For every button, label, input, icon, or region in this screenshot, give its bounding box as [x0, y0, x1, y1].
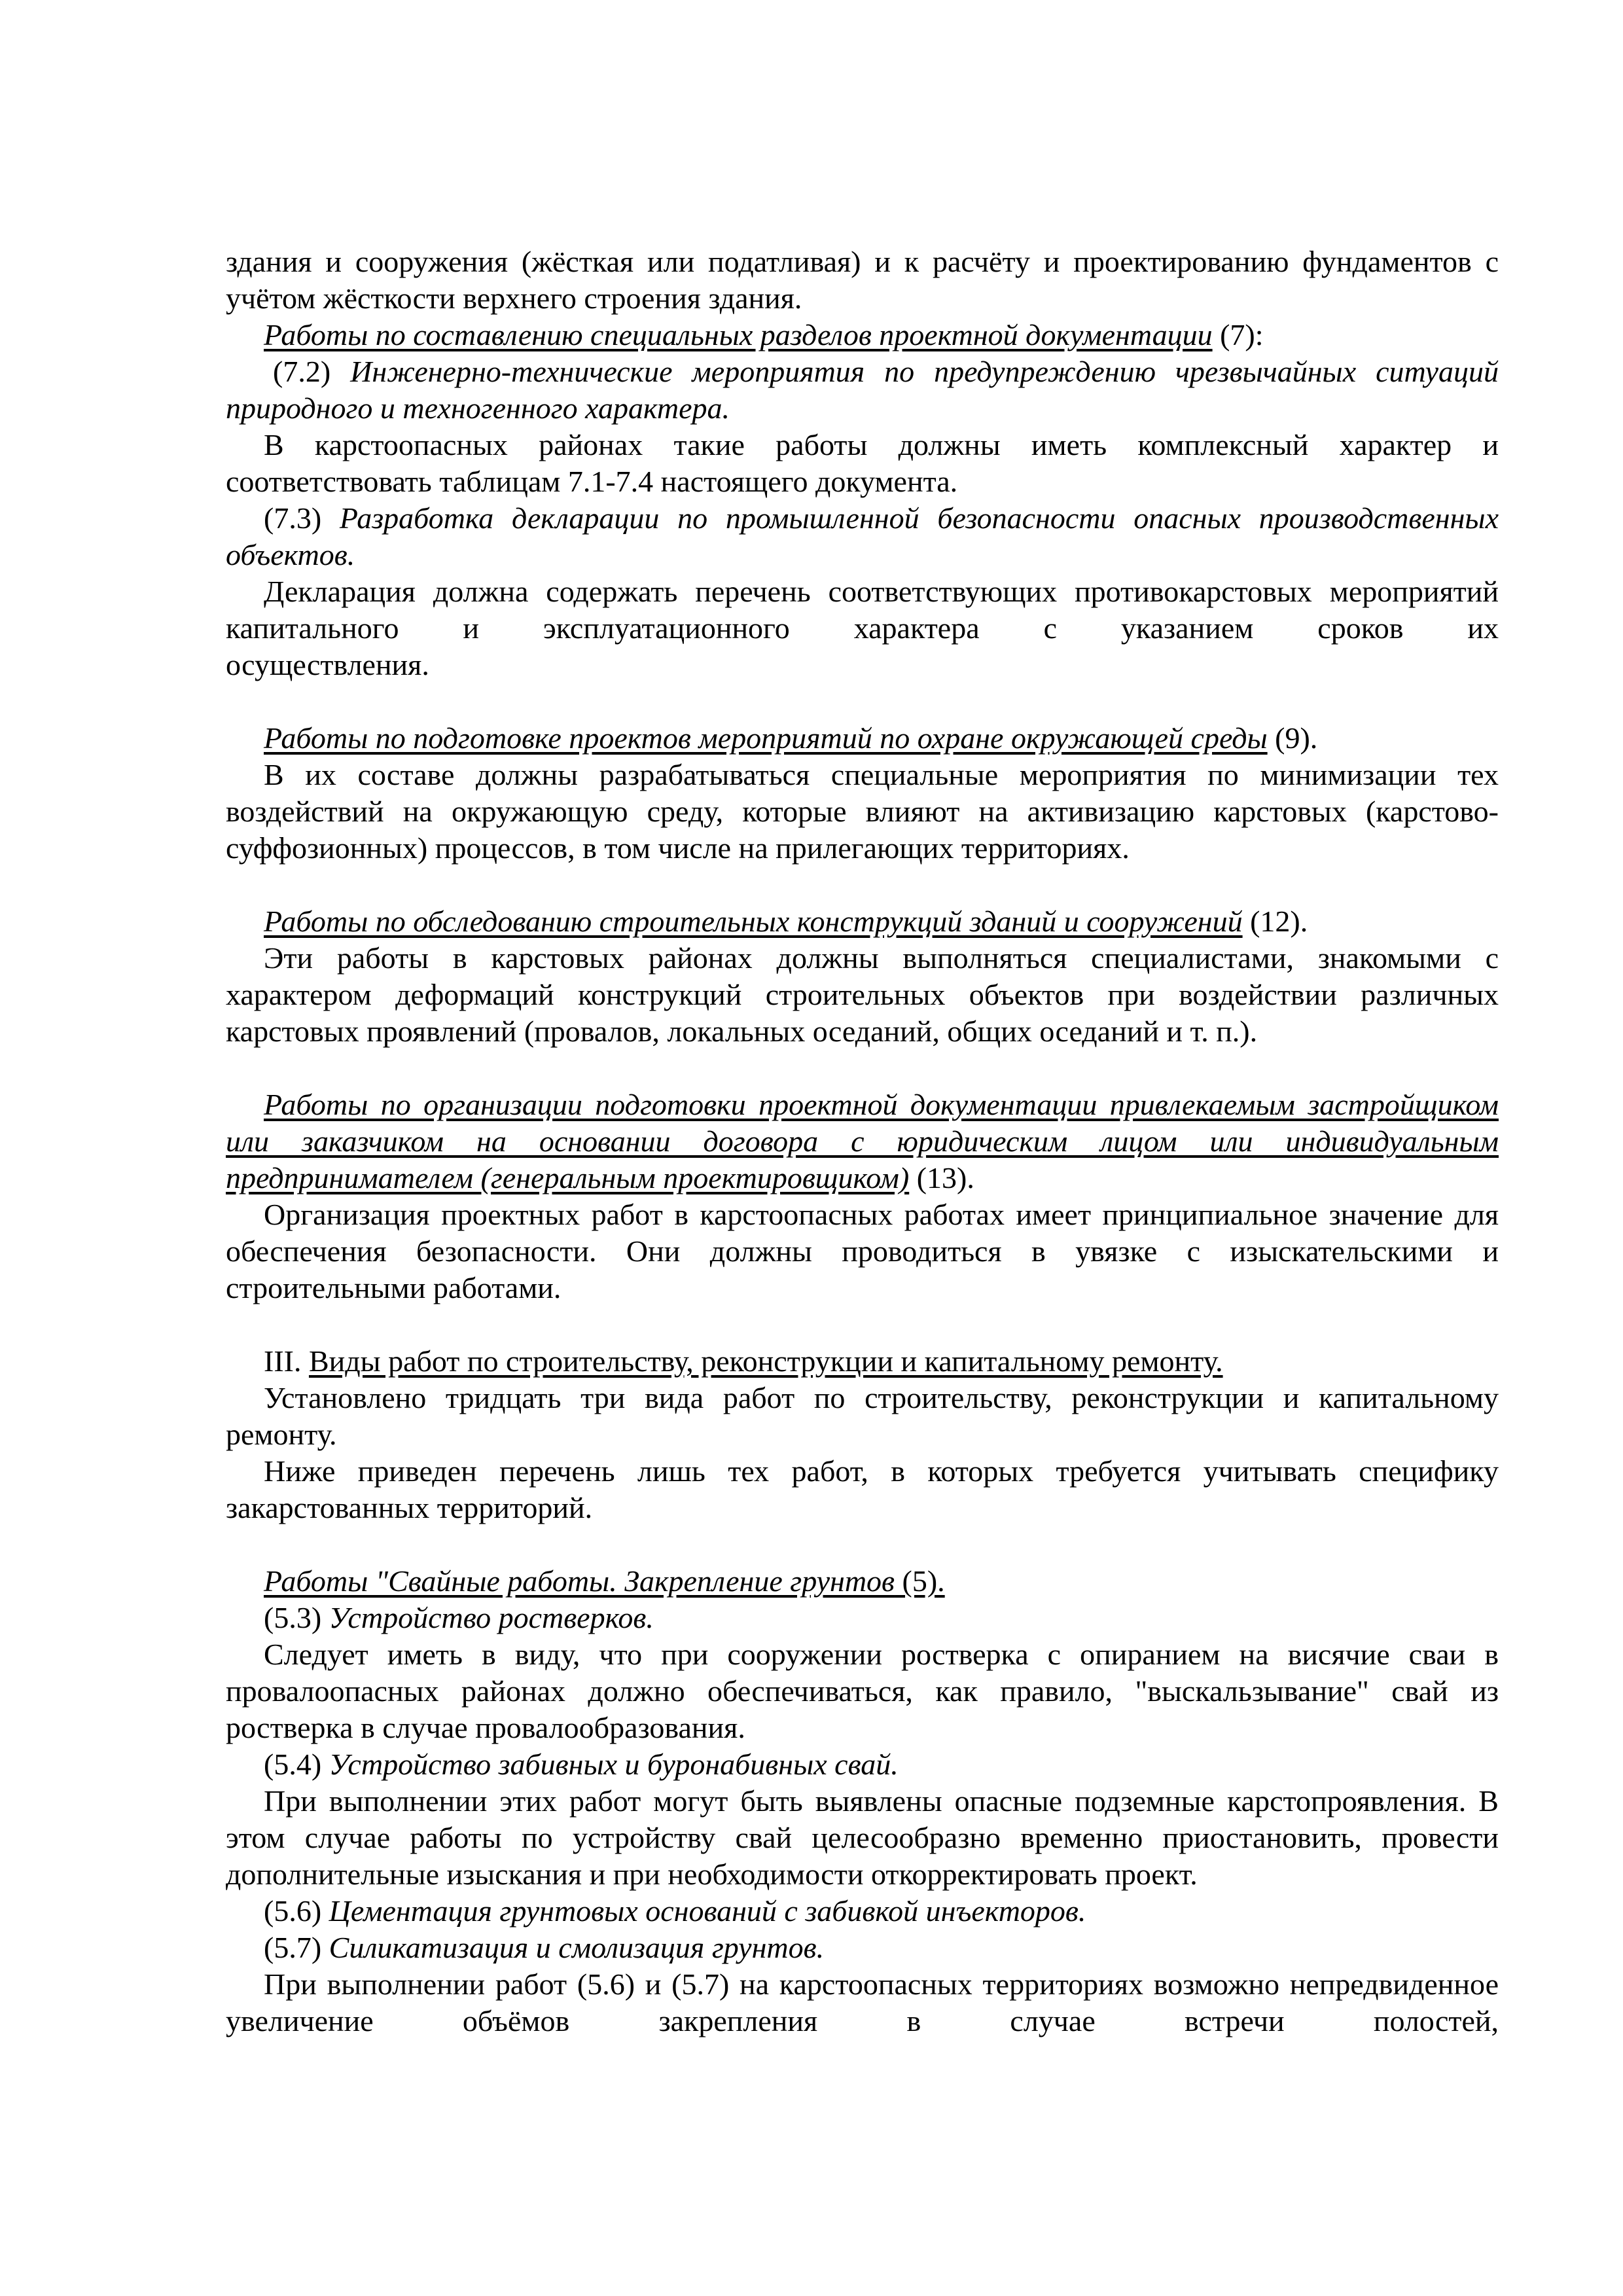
item-7-2-number: (7.2): [273, 355, 351, 388]
section-9-text: В их составе должны разрабатываться специальные мероприятия по минимизации тех воздействий на окружающую среду, которые влияют на активизацию карстовых (карстово-суффозионных) процессов, в том числе на прилегающих территориях.: [226, 758, 1499, 865]
item-7-2-text: В карстоопасных районах такие работы должны иметь комплексный характер и соответствовать таблицам 7.1-7.4 настоящего документа.: [226, 428, 1499, 498]
item-5-7-title: Силикатизация и смолизация грунтов.: [329, 1931, 825, 1964]
section-7-heading: [226, 317, 1499, 353]
section-5-heading: [226, 1563, 1499, 1600]
item-5-7-text: При выполнении работ (5.6) и (5.7) на карстоопасных территориях возможно непредвиденное увеличение объёмов закрепления в случае встречи полостей,: [226, 1967, 1499, 2037]
section-5-title-group: [264, 1564, 945, 1598]
document-page: [226, 243, 1499, 2039]
item-7-3-number: (7.3): [264, 501, 340, 535]
item-7-3-text-end: осуществления.: [226, 648, 429, 681]
paragraph-intro: здания и сооружения (жёсткая или податливая) и к расчёту и проектированию фундаментов с учётом жёсткости верхнего строения здания.: [226, 245, 1499, 315]
section-13-number: (13).: [909, 1161, 974, 1194]
section-12-number: (12).: [1242, 905, 1308, 938]
item-5-7-number: (5.7): [264, 1931, 329, 1964]
item-5-4-title: Устройство забивных и буронабивных свай.: [329, 1748, 899, 1781]
section-9-number: (9).: [1267, 721, 1318, 755]
section-7-title: Работы по составлению специальных разделов проектной документации: [264, 318, 1213, 351]
section-9-title: Работы по подготовке проектов мероприятий по охране окружающей среды: [264, 721, 1268, 755]
item-5-3-heading: [226, 1600, 1499, 1636]
section-12-heading: [226, 903, 1499, 940]
section-III-title: Виды работ по строительству, реконструкции и капитальному ремонту.: [308, 1344, 1223, 1378]
item-5-6-number: (5.6): [264, 1894, 329, 1928]
section-12-text: Эти работы в карстовых районах должны выполняться специалистами, знакомыми с характером деформаций конструкций строительных объектов при воздействии различных карстовых проявлений (провалов, локальных оседаний, общих оседаний и т. п.).: [226, 941, 1499, 1048]
section-III-text-2: Ниже приведен перечень лишь тех работ, в которых требуется учитывать специфику закарстованных территорий.: [226, 1454, 1499, 1524]
item-5-3-text: Следует иметь в виду, что при сооружении ростверка с опиранием на висячие сваи в провалоопасных районах должно обеспечиваться, как правило, "выскальзывание" свай из ростверка в случае провалообразования.: [226, 1638, 1499, 1744]
section-13-title: Работы по организации подготовки проектной документации привлекаемым застройщиком или заказчиком на основании договора с юридическим лицом или индивидуальным предпринимателем (генеральным проектировщиком): [226, 1088, 1499, 1194]
item-7-2-heading: [226, 353, 1499, 427]
item-7-3-title: Разработка декларации по промышленной безопасности опасных производственных объектов.: [226, 501, 1499, 571]
section-9-heading: [226, 720, 1499, 757]
item-5-4-text: При выполнении этих работ могут быть выявлены опасные подземные карстопроявления. В этом случае работы по устройству свай целесообразно временно приостановить, провести дополнительные изыскания и при необходимости откорректировать проект.: [226, 1784, 1499, 1891]
section-12-title: Работы по обследованию строительных конструкций зданий и сооружений: [264, 905, 1243, 938]
item-7-3-text: Декларация должна содержать перечень соответствующих противокарстовых мероприятий капитального и эксплуатационного характера с указанием сроков их: [226, 575, 1499, 645]
section-5-number: (5).: [895, 1564, 945, 1598]
section-13-text: Организация проектных работ в карстоопасных работах имеет принципиальное значение для обеспечения безопасности. Они должны проводиться в увязке с изыскательскими и строительными работами.: [226, 1198, 1499, 1304]
item-5-6-heading: [226, 1893, 1499, 1929]
section-7-number: (7):: [1212, 318, 1264, 351]
item-5-6-title: Цементация грунтовых оснований с забивкой инъекторов.: [329, 1894, 1086, 1928]
section-13-heading: [226, 1086, 1499, 1196]
item-7-3-heading: [226, 500, 1499, 573]
item-5-4-heading: [226, 1746, 1499, 1783]
item-5-3-number: (5.3): [264, 1601, 329, 1634]
section-III-heading: [226, 1343, 1499, 1380]
item-5-7-heading: [226, 1929, 1499, 1966]
section-III-text-1: Установлено тридцать три вида работ по строительству, реконструкции и капитальному ремонту.: [226, 1381, 1499, 1451]
item-5-3-title: Устройство ростверков.: [329, 1601, 654, 1634]
section-5-title: Работы "Свайные работы. Закрепление грунтов: [264, 1564, 895, 1598]
item-5-4-number: (5.4): [264, 1748, 329, 1781]
section-III-number: III.: [264, 1344, 309, 1378]
item-7-2-title: Инженерно-технические мероприятия по предупреждению чрезвычайных ситуаций природного и техногенного характера.: [226, 355, 1499, 425]
